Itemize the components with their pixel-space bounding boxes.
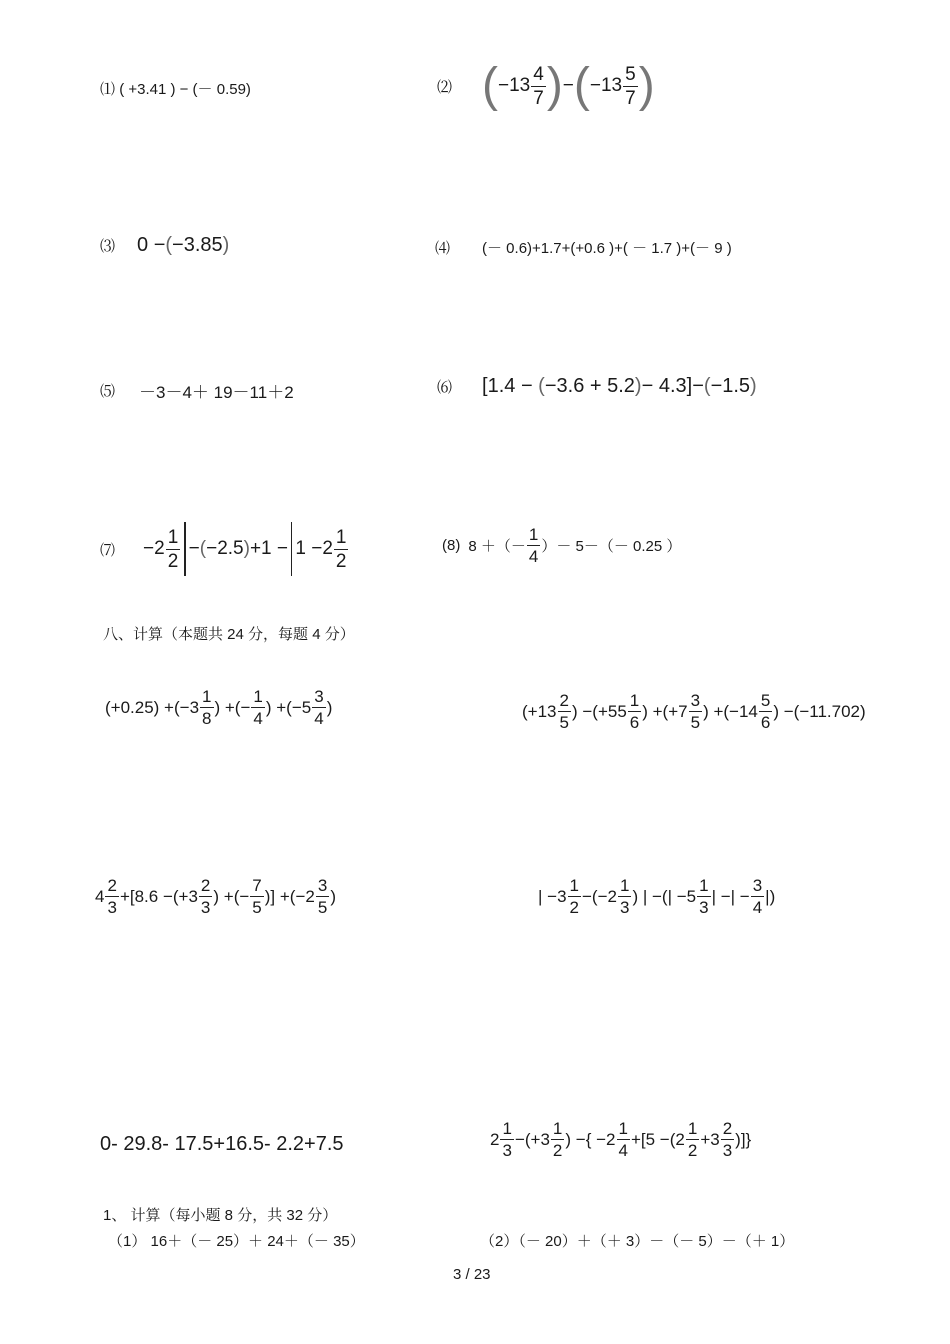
problem-label: ⑹ (437, 379, 453, 396)
calc-2: (+13 $\frac{2}{5}$ ) −(+55 $\frac{1}{6}$ ) +(+7 $\frac{3}{5}$ ) +(−14 $\frac{5}{6}$ ) −(−11.702) (522, 691, 866, 732)
problem-1 (100, 78, 251, 99)
problem-5 (100, 378, 294, 403)
calc-3: 4 $\frac{2}{3}$ +[8.6 −(+3 $\frac{2}{3}$ ) +(− $\frac{7}{5}$ )] +(−2 $\frac{3}{5}$ ) (95, 876, 336, 917)
problem-7: ⑺ −2 $\frac{1}{2}$ − ( −2.5 ) +1 − 1 −2 $\frac{1}{2}$ (100, 522, 349, 576)
fraction: $\frac{3}{4}$ (314, 687, 324, 728)
problem-expression: －3－4＋ 19－11＋2 (139, 383, 294, 402)
fraction: $\frac{1}{2}$ (569, 876, 579, 917)
problem-label: (8) (442, 537, 461, 554)
section-heading: 八、计算（本题共 24 分，每题 4 分） (103, 626, 355, 643)
fraction: $\frac{2}{3}$ (107, 876, 117, 917)
fraction: $\frac{5}{6}$ (760, 691, 771, 732)
fraction: $\frac{2}{5}$ (559, 691, 569, 732)
page-number: 3 / 23 (453, 1266, 491, 1283)
question-2: （2）（－ 20）＋（＋ 3）－（－ 5）－（＋ 1） (480, 1233, 795, 1250)
fraction: $\frac{5}{7}$ (625, 63, 636, 109)
fraction: $\frac{1}{3}$ (619, 876, 630, 917)
fraction: $\frac{3}{5}$ (317, 876, 328, 917)
problem-2: ⑵ ( −13 $\frac{4}{7}$ ) − ( −13 $\frac{5}{7}$ ) (437, 59, 655, 112)
calc-5: 0- 29.8- 17.5+16.5- 2.2+7.5 (100, 1133, 344, 1155)
fraction: $\frac{1}{8}$ (202, 687, 212, 728)
fraction: $\frac{1}{2}$ (552, 1119, 563, 1160)
fraction: $\frac{1}{4}$ (253, 687, 263, 728)
section-heading: 1、 计算（每小题 8 分，共 32 分） (103, 1207, 338, 1224)
problem-expression: (－ 0.6)+1.7+(+0.6 )+( － 1.7 )+(－ 9 ) (482, 240, 732, 257)
problem-4 (435, 237, 732, 258)
fraction: $\frac{7}{5}$ (252, 876, 262, 917)
fraction: $\frac{1}{4}$ (618, 1119, 628, 1160)
calc-6: 2 $\frac{1}{3}$ −(+3 $\frac{1}{2}$ ) −{ −2 $\frac{1}{4}$ +[5 −(2 $\frac{1}{2}$ +3 $\frac{2}{3}$ )]} (490, 1119, 752, 1160)
problem-label: ⑶ (100, 238, 116, 255)
calc-1: (+0.25) +(−3 $\frac{1}{8}$ ) +(− $\frac{1}{4}$ ) +(−5 $\frac{3}{4}$ ) (105, 687, 333, 728)
fraction: $\frac{2}{3}$ (722, 1119, 733, 1160)
problem-3: ⑶ 0 − ( −3.85 ) (100, 234, 230, 256)
abs-bar (184, 522, 185, 576)
problem-label: ⑵ (437, 78, 453, 96)
fraction: $\frac{4}{7}$ (533, 63, 544, 109)
abs-bar (291, 522, 292, 576)
fraction: $\frac{3}{5}$ (690, 691, 701, 732)
problem-expression: ( +3.41 ) − (－ 0.59) (119, 81, 251, 98)
fraction: $\frac{2}{3}$ (200, 876, 211, 917)
fraction: $\frac{1}{2}$ (335, 526, 347, 572)
fraction: $\frac{1}{6}$ (629, 691, 640, 732)
problem-6: ⑹ [ 1.4 − ( −3.6 + 5.2 ) − 4.3 ] − ( −1.5 ) (437, 375, 757, 397)
calc-4: | −3 $\frac{1}{2}$ −(−2 $\frac{1}{3}$ ) | −(| −5 $\frac{1}{3}$ | −| − $\frac{3}{4}$ |) (538, 876, 776, 917)
problem-8: (8) 8 ＋（－ $\frac{1}{4}$ ）－ 5－（－ 0.25 ） (442, 525, 682, 566)
fraction: $\frac{1}{3}$ (502, 1119, 512, 1160)
fraction: $\frac{1}{4}$ (528, 525, 539, 566)
problem-label: ⑴ (100, 81, 116, 98)
fraction: $\frac{1}{2}$ (167, 526, 179, 572)
problem-label: ⑷ (435, 240, 451, 257)
problem-label: ⑺ (100, 541, 116, 559)
fraction: $\frac{1}{2}$ (687, 1119, 698, 1160)
question-1: （1） 16＋（－ 25）＋ 24＋（－ 35） (108, 1233, 365, 1250)
problem-label: ⑸ (100, 383, 116, 400)
fraction: $\frac{1}{3}$ (699, 876, 709, 917)
fraction: $\frac{3}{4}$ (752, 876, 763, 917)
